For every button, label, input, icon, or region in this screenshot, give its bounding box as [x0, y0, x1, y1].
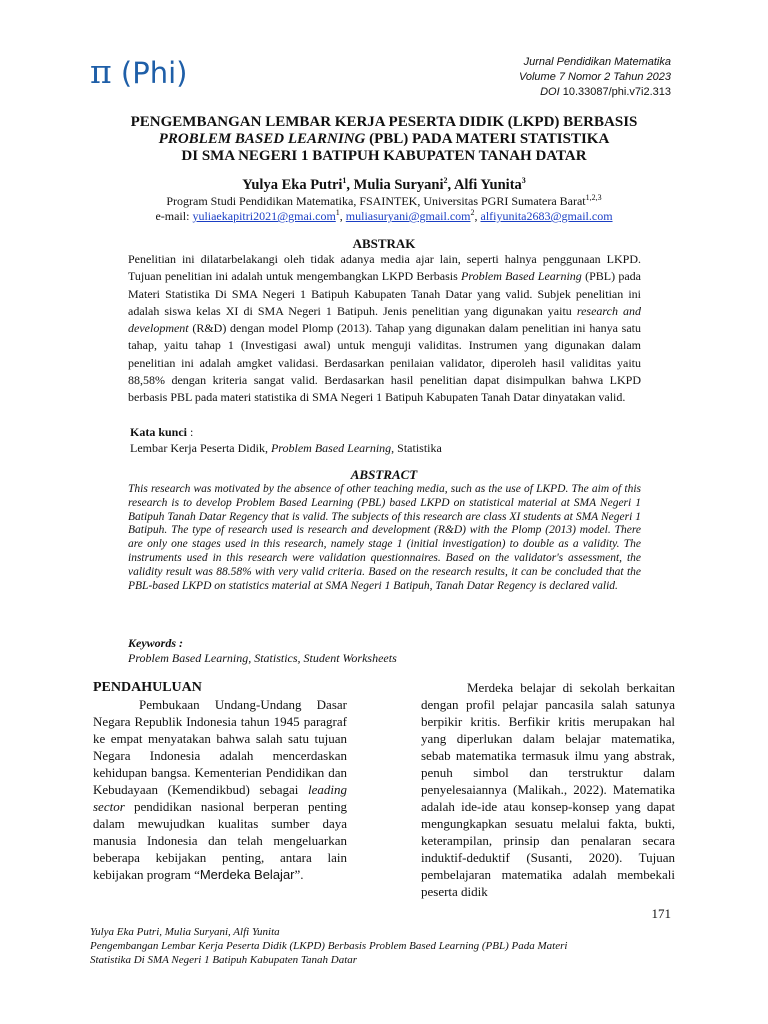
footer-authors: Yulya Eka Putri, Mulia Suryani, Alfi Yunita: [90, 926, 280, 938]
author-3-sup: 3: [521, 176, 526, 186]
left-part-1: Pembukaan Undang-Undang Dasar Negara Republik Indonesia tahun 1945 paragraf ke empat menyatakan bahwa salah satu tujuan Negara Indonesia adalah mencerdaskan kehidupan bangsa. Kementerian Pendidikan dan Kebudayaan (Kemendikbud) sebagai: [93, 697, 347, 797]
abstrak-part-1: Penelitian ini dilatarbelakangi oleh tidak adanya media ajar lain, seperti halnya penggunaan LKPD. Tujuan penelitian ini adalah untuk mengembangkan LKPD Berbasis: [128, 252, 641, 284]
footer-title-1: Pengembangan Lembar Kerja Peserta Didik (LKPD) Berbasis Problem Based Learning (PBL) Pada Materi: [90, 940, 568, 953]
body-paragraph-left: [93, 696, 347, 883]
author-1-sup: 1: [342, 176, 347, 186]
email-link-2[interactable]: muliasuryani@gmail.com: [345, 209, 471, 223]
email-line: [0, 209, 768, 224]
email-link-1[interactable]: yuliaekapitri2021@gmai.com: [192, 209, 336, 223]
journal-logo: [90, 52, 187, 93]
title-line-1: PENGEMBANGAN LEMBAR KERJA PESERTA DIDIK (LKPD) BERBASIS: [130, 114, 638, 130]
doi-label: DOI: [540, 86, 560, 98]
email-sep-1: ,: [339, 209, 346, 223]
kata-kunci-heading: Kata kunci: [130, 425, 188, 439]
abstrak-part-3: (R&D) dengan model Plomp (2013). Tahap yang digunakan dalam penelitian ini hanya satu tahap, yaitu tahap 1 (Investigasi awal) untuk menguji validitas. Instrumen yang digunakan dalam penelitian ini adalah amgket validasi. Berdasarkan penilaian validator, diperoleh hasil validitas yaitu 88,58% dengan kriteria sangat valid. Berdasarkan hasil penelitian dapat disimpulkan bahwa LKPD berbasis PBL pada materi statistika di SMA Negeri 1 Batipuh Kabupaten Tanah Datar dinyatakan valid.: [128, 321, 641, 405]
journal-info: [519, 55, 671, 100]
journal-name: Jurnal Pendidikan Matematika: [523, 56, 671, 68]
pi-symbol: π: [90, 52, 112, 91]
email-2-sup: 2: [470, 208, 475, 217]
author-1: Yulya Eka Putri: [242, 177, 343, 193]
abstrak-italic-2: research and development: [128, 303, 641, 336]
journal-volume: Volume 7 Nomor 2 Tahun 2023: [518, 71, 671, 83]
email-1-sup: 1: [335, 208, 340, 217]
kata-kunci: [130, 424, 442, 456]
author-2-sup: 2: [443, 176, 448, 186]
abstrak-part-2: (PBL) pada Materi Statistika Di SMA Negeri 1 Batipuh Kabupaten Tanah Datar yang valid. Subjek penelitian ini adalah siswa kelas XI di SMA Negeri 1 Batipuh. Jenis penelitian yang digunakan yaitu: [128, 269, 641, 318]
body-left-column: [93, 679, 347, 883]
body-paragraph-right: Merdeka belajar di sekolah berkaitan dengan profil pelajar pancasila salah satunya berpikir kritis. Berfikir kritis merupakan hal yang diperlukan dalam belajar matematika, sebab matematika termasuk ilmu yang abstrak, penuh simbol dan terstruktur dalam penyelesaiannya (Malikah., 2022). Matematika adalah ide-ide atau konsep-konsep yang dapat mengungkapkan sesuatu melalui fakta, bukti, keterampilan, prinsip dan penalaran secara induktif-deduktif (Susanti, 2020). Tujuan pembelajaran matematika adalah membekali peserta didik: [421, 680, 675, 899]
kata-kunci-2: Problem Based Learning: [270, 441, 392, 455]
author-2: Mulia Suryani: [353, 177, 444, 193]
footer-title-2: Statistika Di SMA Negeri 1 Batipuh Kabupaten Tanah Datar: [90, 954, 358, 967]
keywords-heading: Keywords: [128, 636, 176, 650]
kata-kunci-colon: :: [187, 425, 194, 439]
journal-doi: [519, 85, 671, 100]
keywords-colon: :: [176, 636, 183, 650]
affiliation: [0, 194, 768, 209]
page-footer: [90, 925, 680, 968]
section-heading: PENDAHULUAN: [93, 680, 202, 695]
author-sep-1: ,: [346, 177, 354, 193]
author-list: [0, 177, 768, 194]
title-line-3: DI SMA NEGERI 1 BATIPUH KABUPATEN TANAH DATAR: [181, 148, 587, 164]
page-number: 171: [651, 906, 671, 921]
email-sep-2: ,: [474, 209, 481, 223]
title-italic: PROBLEM BASED LEARNING: [158, 131, 366, 147]
keywords-list: Problem Based Learning, Statistics, Student Worksheets: [128, 651, 397, 665]
kata-kunci-3: , Statistika: [391, 441, 442, 455]
left-part-2: pendidikan nasional berperan penting dalam mewujudkan kualitas sumber daya manusia Indonesia dan telah mengeluarkan beberapa kebijakan penting, antara lain kebijakan program “: [93, 799, 347, 882]
email-link-3[interactable]: alfiyunita2683@gmail.com: [480, 209, 613, 223]
title-line-2-rest: (PBL) PADA MATERI STATISTIKA: [365, 131, 610, 147]
abstrak-italic-1: Problem Based Learning: [461, 269, 582, 284]
left-program-name: Merdeka Belajar: [199, 867, 295, 882]
author-sep-2: ,: [447, 177, 454, 193]
paper-title: [0, 114, 768, 165]
abstrak-heading: ABSTRAK: [352, 236, 416, 251]
abstract-text: This research was motivated by the absence of other teaching media, such as the use of LKPD. The aim of this research is to develop Problem Based Learning (PBL) based LKPD on statistical material at SMA Negeri 1 Batipuh Tanah Datar Regency that is valid. The subjects of this research are class XI students at SMA Negeri 1 Batipuh. The type of research used is research and development (R&D) with the Plomp (2013) model. There are only one stages used in this research, namely stage 1 (initial investigation) to double as a validity. The instruments used in this research were validation questionnaires. Based on the validator's assessment, the validity result was 88.58% with very valid criteria. Based on the research results, it can be concluded that the PBL-based LKPD on statistics material at SMA Negeri 1 Batipuh, Tanah Datar Regency is declared valid.: [128, 483, 641, 592]
left-part-end: ”.: [294, 867, 304, 882]
kata-kunci-heading-line: [130, 424, 442, 440]
affiliation-sup: 1,2,3: [585, 193, 602, 202]
abstrak-text: [128, 251, 641, 407]
keywords: [128, 636, 397, 666]
title-line-2: [0, 131, 768, 148]
email-label: e-mail:: [155, 209, 193, 223]
logo-text: (Phi): [120, 56, 188, 90]
kata-kunci-list: [130, 440, 442, 456]
left-italic: leading sector: [93, 782, 347, 814]
doi-value[interactable]: 10.33087/phi.v7i2.313: [562, 86, 671, 98]
abstract-heading: ABSTRACT: [350, 467, 418, 482]
affiliation-text: Program Studi Pendidikan Matematika, FSAINTEK, Universitas PGRI Sumatera Barat: [166, 194, 586, 208]
body-right-column: [421, 679, 675, 900]
keywords-heading-line: [128, 636, 397, 651]
kata-kunci-1: Lembar Kerja Peserta Didik,: [130, 441, 271, 455]
author-3: Alfi Yunita: [453, 177, 522, 193]
